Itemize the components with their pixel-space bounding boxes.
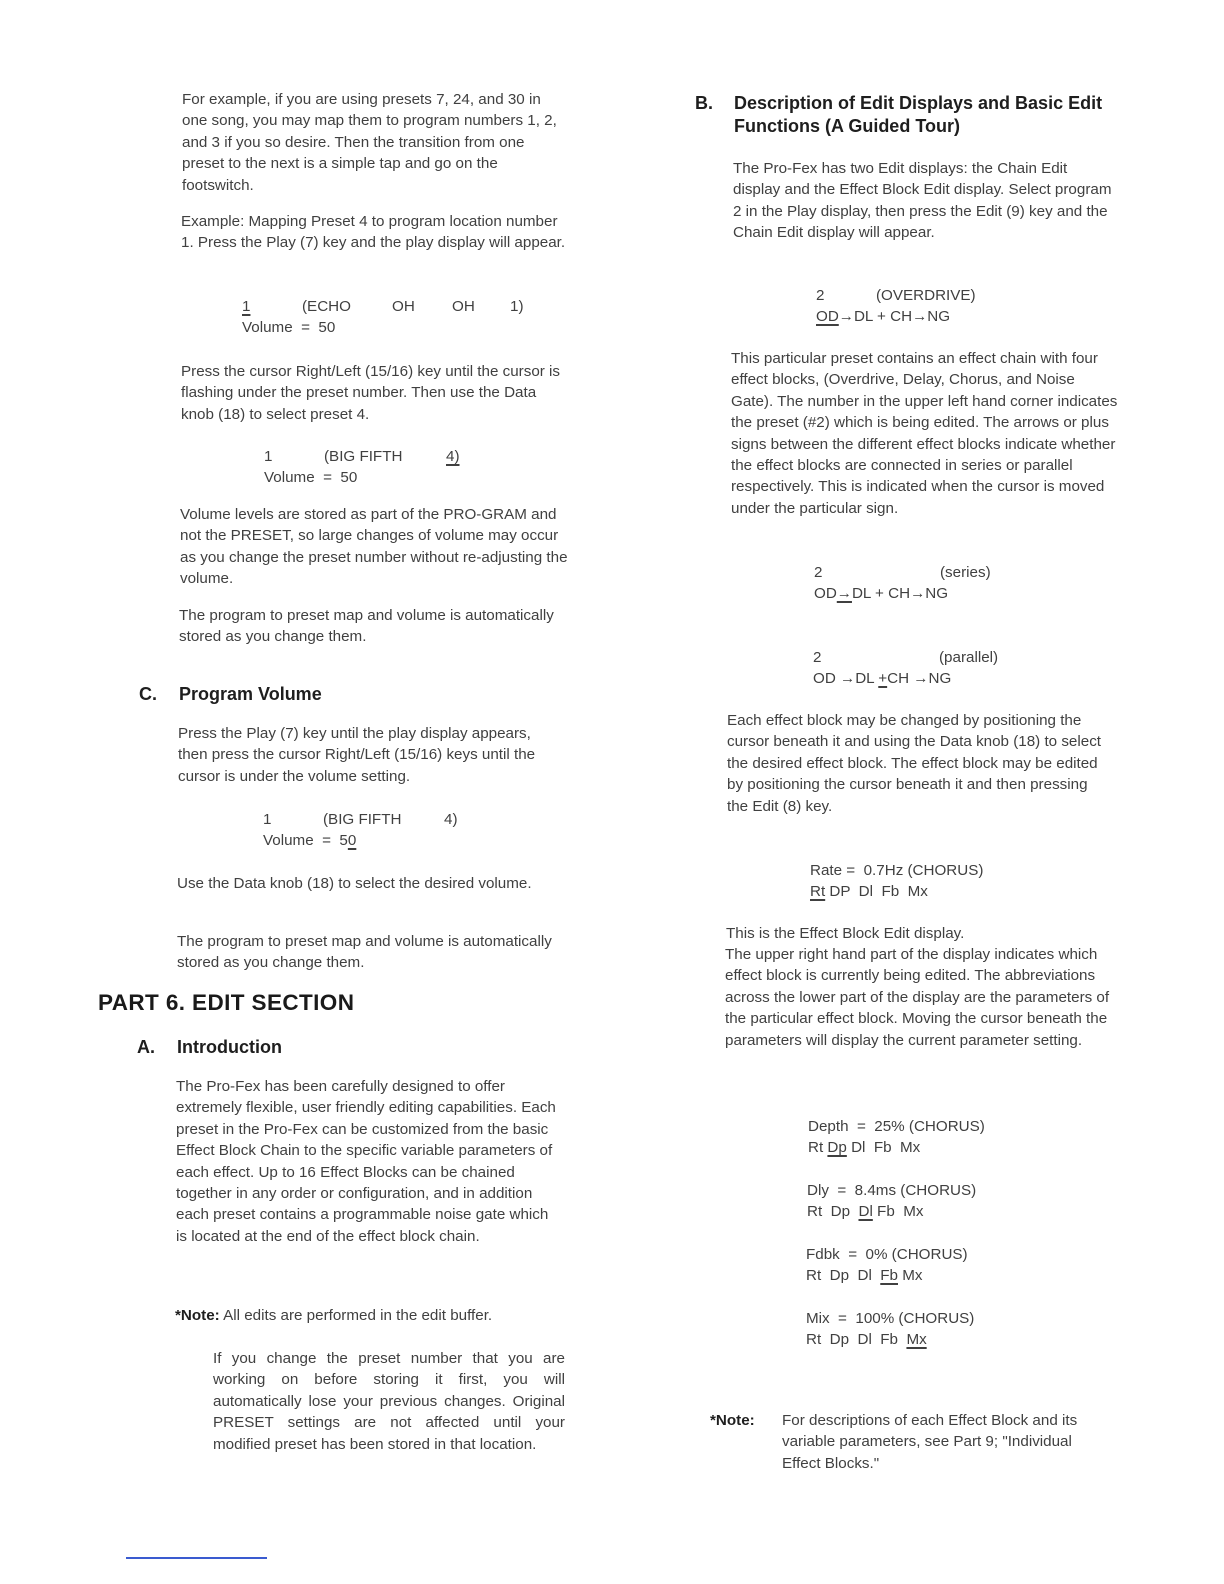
paragraph: Press the Play (7) key until the play display appears, then press the cursor Right/Left (15/16) keys until the cursor is under the volume setting. [178, 725, 536, 785]
chain-edit-display: 2 (parallel) OD →DL +CH →NG [813, 649, 999, 687]
chain-edit-display: 2 (series) OD→DL + CH→NG [814, 564, 991, 602]
note: *Note: All edits are performed in the edit buffer. [175, 1307, 493, 1324]
paragraph: If you change the preset number that you are working on before storing it first, you will automatically lose your previous changes. Original PRESET settings are not affected until your modified preset has been stored in that location. [213, 1350, 565, 1453]
play-display: 1 (ECHO OH OH 1) Volume = 50 [242, 298, 524, 336]
display-cursor: Fb [880, 1267, 898, 1284]
play-display: 1 (BIG FIFTH 4) Volume = 50 [263, 811, 458, 849]
section-heading: B. Description of Edit Displays and Basic Edit Functions (A Guided Tour) [695, 93, 1103, 136]
chain-edit-display: 2 (OVERDRIVE) OD→DL + CH→NG [816, 287, 976, 325]
effect-block-edit-display: Dly = 8.4ms (CHORUS) Rt Dp Dl Fb Mx [807, 1182, 977, 1220]
paragraph: Use the Data knob (18) to select the desired volume. [177, 875, 532, 892]
section-heading: A. Introduction [137, 1037, 282, 1057]
display-cursor: Rt [810, 883, 826, 900]
note-label: *Note: [710, 1412, 755, 1429]
paragraph: The Pro-Fex has been carefully designed to offer extremely flexible, user friendly editing capabilities. Each preset in the Pro-Fex can be customized from the basic Effect Block Chain to the specific variable parameters of each effect. Up to 16 Effect Blocks can be chained together in any order or configuration, and in addition each preset contains a programmable noise gate which is located at the end of the effect block chain. [176, 1078, 556, 1245]
note: *Note: For descriptions of each Effect Block and its variable parameters, see Part 9; "Individual Effect Blocks." [710, 1412, 1078, 1472]
effect-block-edit-display: Rate = 0.7Hz (CHORUS) Rt DP Dl Fb Mx [810, 862, 984, 900]
part-heading: PART 6. EDIT SECTION [98, 990, 355, 1015]
paragraph: The program to preset map and volume is automatically stored as you change them. [177, 933, 552, 972]
note-label: *Note: [175, 1307, 220, 1324]
paragraph: Volume levels are stored as part of the PRO-GRAM and not the PRESET, so large changes of volume may occur as you change the preset number without re-adjusting the volume. [180, 506, 568, 588]
paragraph: Each effect block may be changed by positioning the cursor beneath it and using the Data knob (18) to select the desired effect block. The effect block may be edited by positioning the cursor beneath it and then pressing the Edit (8) key. [727, 712, 1102, 815]
display-cursor: 0 [347, 832, 357, 849]
paragraph: This particular preset contains an effect chain with four effect blocks, (Overdrive, Delay, Chorus, and Noise Gate). The number in the upper left hand corner indicates the preset (#2) which is being edited. The arrows or plus signs between the different effect blocks indicate whether the effect blocks are connected in series or parallel respectively. This is indicated when the cursor is moved under the particular sign. [731, 350, 1118, 517]
display-cursor: → [836, 585, 852, 602]
effect-block-edit-display: Mix = 100% (CHORUS) Rt Dp Dl Fb Mx [806, 1310, 975, 1348]
effect-block-edit-display: Depth = 25% (CHORUS) Rt Dp Dl Fb Mx [808, 1118, 985, 1156]
play-display: 1 (BIG FIFTH 4) Volume = 50 [264, 448, 460, 486]
paragraph: For example, if you are using presets 7, 24, and 30 in one song, you may map them to program numbers 1, 2, and 3 if you so desire. Then the transition from one preset to the next is a simple tap and go on the footswitch. [182, 91, 557, 194]
display-cursor: 4) [446, 448, 460, 465]
paragraph: The upper right hand part of the display indicates which effect block is currently being edited. The abbreviations across the lower part of the display are the parameters of the particular effect block. Moving the cursor beneath the parameters will display the current parameter setting. [725, 946, 1110, 1049]
paragraph: The program to preset map and volume is automatically stored as you change them. [179, 607, 554, 646]
display-cursor: Dp [827, 1139, 847, 1156]
footer-rule [126, 1557, 267, 1559]
section-heading: C. Program Volume [139, 684, 322, 704]
display-cursor: Mx [906, 1331, 927, 1348]
paragraph: The Pro-Fex has two Edit displays: the Chain Edit display and the Effect Block Edit display. Select program 2 in the Play display, then press the Edit (9) key and the Chain Edit display will appear. [733, 160, 1112, 242]
paragraph: This is the Effect Block Edit display. [726, 925, 965, 942]
paragraph: Example: Mapping Preset 4 to program location number 1. Press the Play (7) key and the play display will appear. [181, 213, 566, 252]
display-cursor: 1 [242, 298, 251, 315]
display-cursor: + [878, 670, 888, 687]
display-cursor: Dl [858, 1203, 873, 1220]
paragraph: Press the cursor Right/Left (15/16) key until the cursor is flashing under the preset number. Then use the Data knob (18) to select preset 4. [181, 363, 561, 423]
effect-block-edit-display: Fdbk = 0% (CHORUS) Rt Dp Dl Fb Mx [806, 1246, 968, 1284]
display-cursor: OD [816, 308, 839, 325]
